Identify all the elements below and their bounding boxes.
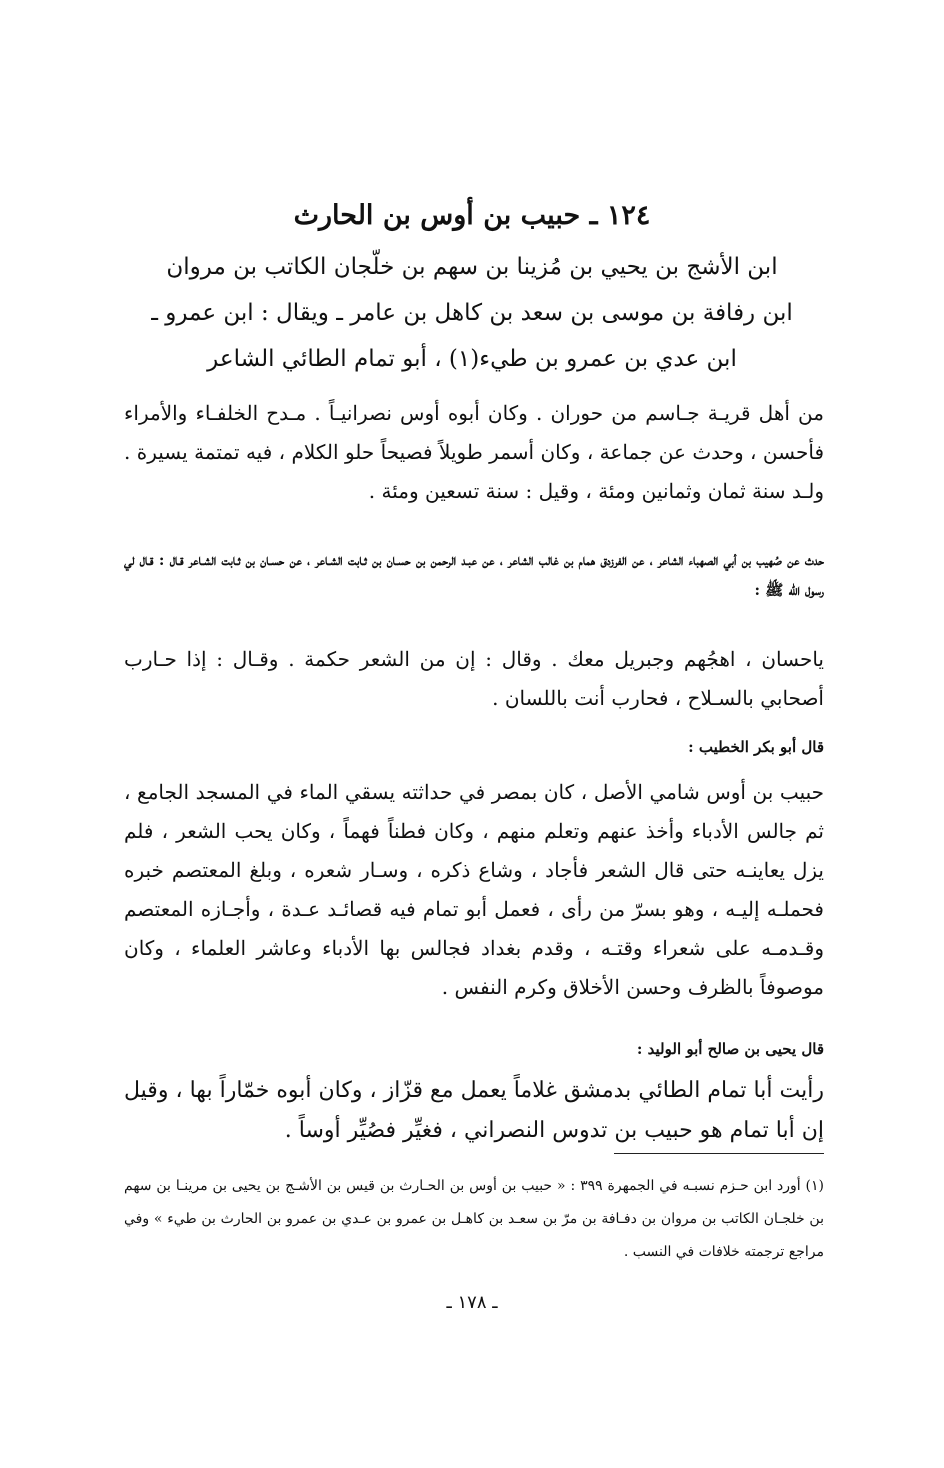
entry-title: ١٢٤ ـ حبيب بن أوس بن الحارث	[293, 200, 651, 231]
khatib-heading	[124, 732, 824, 762]
isnad-paragraph	[124, 545, 824, 605]
hadith-paragraph	[124, 640, 824, 718]
lineage-line-2: ابن رفافة بن موسى بن سعد بن كاهل بن عامر ـ ويقال : ابن عمرو ـ	[151, 300, 793, 326]
page-number: ـ ١٧٨ ـ	[446, 1292, 498, 1313]
yahya-heading	[124, 1034, 824, 1064]
intro-paragraph	[124, 394, 824, 511]
footnote-text: (١) أورد ابن حـزم نسبـه في الجمهرة ٣٩٩ : « حبيب بن أوس بن الحـارث بن قيس بن الأشـج بن يحيى بن مرينـا بن سهم بن خلجـان الكاتب بن مروان بن دفـافة بن مرّ بن سعـد بن كاهـل بن عمرو بن عـدي بن عمرو بن الحارث بن طيء » وفي مراجع ترجمته خلافات في النسب .	[124, 1178, 825, 1260]
footnote-divider	[614, 1153, 824, 1154]
yahya-text: رأيت أبا تمام الطائي بدمشق غلاماً يعمل مع قزّاز ، وكان أبوه خمّاراً بها ، وقيل إن أبا تمام هو حبيب بن تدوس النصراني ، فغيِّر فصُيِّر أوساً .	[124, 1078, 824, 1143]
khatib-paragraph	[124, 773, 824, 1007]
lineage-line-3: ابن عدي بن عمرو بن طيء(١) ، أبو تمام الطائي الشاعر	[207, 346, 737, 372]
intro-text: من أهل قريـة جـاسم من حوران . وكان أبوه أوس نصرانيـاً . مـدح الخلفـاء والأمراء فأحسن ، وحدث عن جماعة ، وكان أسمر طويلاً فصيحاً حلو الكلام ، فيه تمتمة يسيرة . ولـد سنة ثمان وثمانين ومئة ، وقيل : سنة تسعين ومئة .	[124, 401, 824, 503]
footnote	[124, 1170, 824, 1269]
yahya-paragraph	[124, 1071, 824, 1151]
isnad-text: حدث عن صُهيب بن أبي الصهباء الشاعر ، عن الفرزدق همام بن غالب الشاعر ، عن عبـد الرحمن بن حسـان بن ثـابت الشـاعر ، عن حسـان بن ثـابت الشـاعر قـال : قـال لي رسول الله ﷺ :	[124, 551, 824, 599]
khatib-text: حبيب بن أوس شامي الأصل ، كان بمصر في حداثته يسقي الماء في المسجد الجامع ، ثم جالس الأدباء وأخذ عنهم وتعلم منهم ، وكان فطناً فهماً ، وكان يحب الشعر ، فلم يزل يعاينـه حتى قال الشعر فأجاد ، وشاع ذكره ، وسـار شعره ، وبلغ المعتصم خبره فحملـه إليـه ، وهو بسرّ من رأى ، فعمل أبو تمام فيه قصائـد عـدة ، وأجـازه المعتصم وقـدمـه على شعراء وقتـه ، وقدم بغداد فجالس بها الأدباء وعاشر العلماء ، وكان موصوفاً بالظرف وحسن الأخلاق وكرم النفس .	[124, 780, 824, 999]
hadith-text: ياحسان ، اهجُهم وجبريل معك . وقال : إن من الشعر حكمة . وقـال : إذا حـارب أصحابي بالسـلاح ، فحارب أنت باللسان .	[124, 647, 824, 710]
khatib-heading-text: قال أبو بكر الخطيب :	[688, 738, 824, 756]
yahya-heading-text: قال يحيى بن صالح أبو الوليد :	[636, 1040, 824, 1058]
lineage-line-1: ابن الأشج بن يحيي بن مُزينا بن سهم بن خلّجان الكاتب بن مروان	[166, 254, 778, 280]
